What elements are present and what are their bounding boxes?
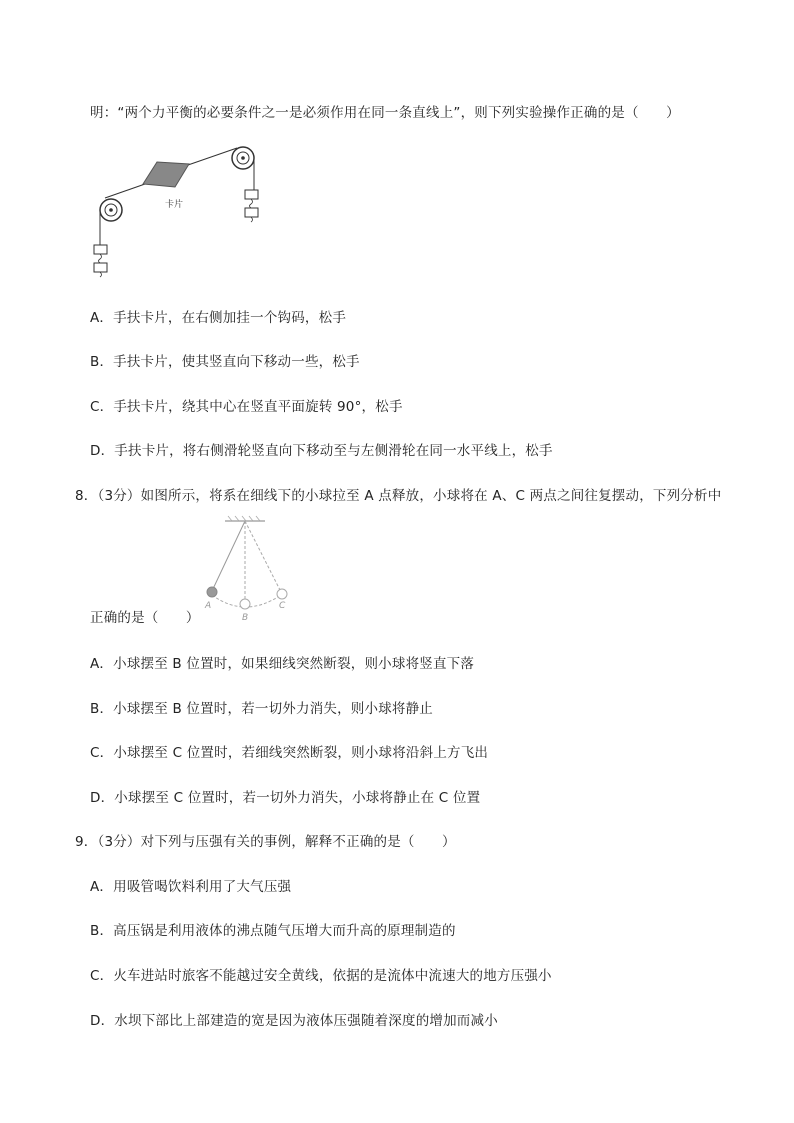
q7-option-b: B．手扶卡片，使其竖直向下移动一些，松手 [90, 354, 360, 370]
ball-b [240, 599, 250, 609]
string-to-a [212, 521, 245, 591]
q9-option-a: A．用吸管喝饮料利用了大气压强 [90, 879, 292, 895]
q8-option-a: A．小球摆至 B 位置时，如果细线突然断裂，则小球将竖直下落 [90, 656, 475, 672]
pendulum-figure [195, 515, 305, 625]
q8-stem: 8．（3分）如图所示，将系在细线下的小球拉至 A 点释放，小球将在 A、C 两点之间往复摆动，下列分析中 [75, 488, 722, 504]
q9-option-c: C．火车进站时旅客不能越过安全黄线，依据的是流体中流速大的地方压强小 [90, 968, 552, 984]
card-pulley-figure [85, 140, 275, 285]
q7-option-a: A．手扶卡片，在右侧加挂一个钩码，松手 [90, 310, 347, 326]
right-hook-weights [245, 190, 258, 222]
label-b: B [242, 613, 249, 623]
q9-option-b: B．高压锅是利用液体的沸点随气压增大而升高的原理制造的 [90, 923, 456, 939]
right-pulley [232, 147, 254, 169]
card-label: 卡片 [165, 200, 184, 210]
left-pulley [100, 199, 122, 221]
ball-a [207, 587, 217, 597]
question-intro: 明：“两个力平衡的必要条件之一是必须作用在同一条直线上”，则下列实验操作正确的是（ ） [90, 105, 680, 121]
card [143, 162, 189, 187]
label-c: C [279, 601, 286, 611]
q7-option-d: D．手扶卡片，将右侧滑轮竖直向下移动至与左侧滑轮在同一水平线上，松手 [90, 443, 553, 459]
q9-stem: 9．（3分）对下列与压强有关的事例，解释不正确的是（ ） [75, 834, 456, 850]
label-a: A [205, 601, 212, 611]
q9-option-d: D．水坝下部比上部建造的宽是因为液体压强随着深度的增加而减小 [90, 1013, 498, 1029]
q7-option-c: C．手扶卡片，绕其中心在竖直平面旋转 90°，松手 [90, 399, 403, 415]
left-hook-weights [94, 245, 107, 277]
q8-option-b: B．小球摆至 B 位置时，若一切外力消失，则小球将静止 [90, 701, 434, 717]
left-string [105, 184, 145, 198]
right-string [188, 148, 237, 165]
string-to-c [245, 521, 281, 592]
q8-option-c: C．小球摆至 C 位置时，若细线突然断裂，则小球将沿斜上方飞出 [90, 745, 489, 761]
q8-option-d: D．小球摆至 C 位置时，若一切外力消失，小球将静止在 C 位置 [90, 790, 481, 806]
q8-stem-continued: 正确的是（ ） [90, 610, 200, 626]
ball-c [277, 589, 287, 599]
